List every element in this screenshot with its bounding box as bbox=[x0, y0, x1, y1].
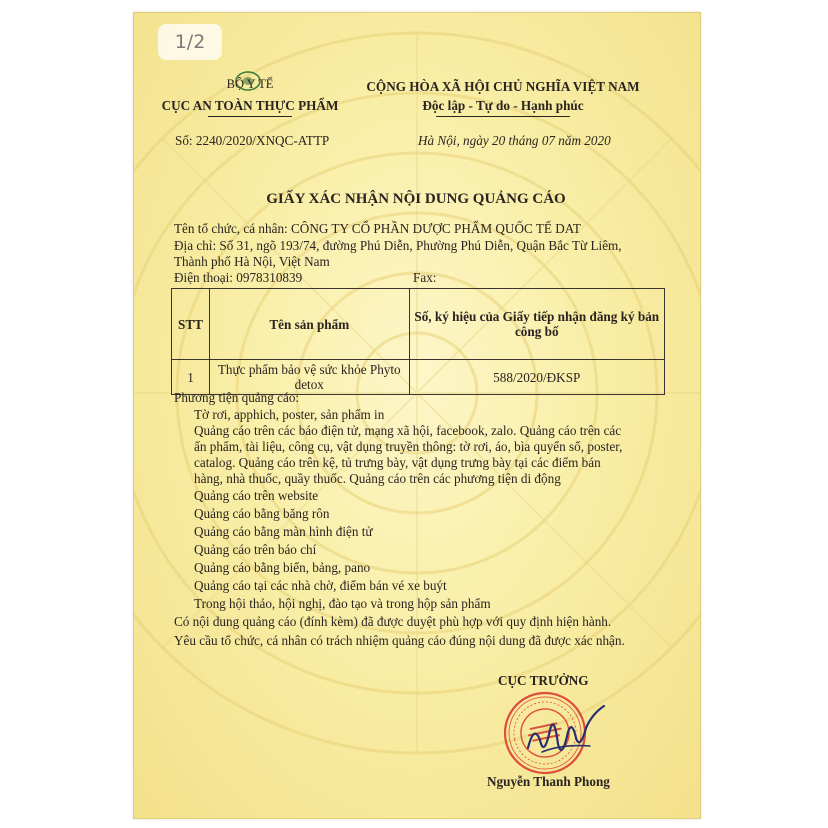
media-heading: Phương tiện quảng cáo: bbox=[174, 390, 300, 405]
media-item: Quảng cáo tại các nhà chờ, điểm bán vé xe buýt bbox=[194, 578, 447, 593]
handwritten-signature bbox=[520, 700, 610, 770]
place-date: Hà Nội, ngày 20 tháng 07 năm 2020 bbox=[418, 133, 611, 148]
column-header: Tên sản phẩm bbox=[209, 289, 409, 360]
media-item: Quảng cáo bằng biển, bảng, pano bbox=[194, 560, 371, 575]
table-header-row bbox=[172, 289, 665, 360]
column-header: STT bbox=[172, 289, 210, 360]
motto-underline bbox=[436, 116, 570, 117]
media-item: Trong hội thảo, hội nghị, đào tạo và trong hộp sản phẩm bbox=[194, 596, 491, 611]
media-item: hàng, nhà thuốc, quầy thuốc. Quảng cáo trên các phương tiện di động bbox=[194, 471, 561, 486]
row-index: 1 bbox=[172, 360, 210, 395]
media-item: ấn phẩm, tài liệu, công cụ, vật dụng truyền thông: tờ rơi, áo, bìa quyển sổ, poster, bbox=[194, 439, 623, 454]
ministry-name: BỘ Y TẾ bbox=[226, 77, 274, 91]
address-line-2: Thành phố Hà Nội, Việt Nam bbox=[174, 254, 330, 269]
nation-name: CỘNG HÒA XÃ HỘI CHỦ NGHĨA VIỆT NAM bbox=[366, 79, 640, 94]
phone-number: Điện thoại: 0978310839 bbox=[174, 270, 303, 285]
media-item: Quảng cáo bằng màn hình điện tử bbox=[194, 524, 373, 539]
media-item: Quảng cáo trên các báo điện tử, mạng xã hội, facebook, zalo. Quảng cáo trên các bbox=[194, 423, 622, 438]
registration-number: 588/2020/ĐKSP bbox=[409, 360, 664, 395]
media-item: Quảng cáo trên website bbox=[194, 488, 319, 503]
responsibility-statement: Yêu cầu tổ chức, cá nhân có trách nhiệm quảng cáo đúng nội dung đã được xác nhận. bbox=[174, 633, 625, 648]
media-item: Tờ rơi, apphich, poster, sản phẩm in bbox=[194, 407, 385, 422]
page-indicator: 1/2 bbox=[158, 24, 222, 60]
organization-name: Tên tổ chức, cá nhân: CÔNG TY CỔ PHẦN DƯỢC PHẨM QUỐC TẾ DAT bbox=[174, 221, 581, 236]
signatory-title: CỤC TRƯỞNG bbox=[498, 673, 589, 688]
approval-statement: Có nội dung quảng cáo (đính kèm) đã được duyệt phù hợp với quy định hiện hành. bbox=[174, 614, 612, 629]
document-number: Số: 2240/2020/XNQC-ATTP bbox=[175, 133, 330, 148]
agency-name: CỤC AN TOÀN THỰC PHẨM bbox=[161, 98, 339, 113]
column-header: Số, ký hiệu của Giấy tiếp nhận đăng ký bản công bố bbox=[409, 289, 664, 360]
agency-underline bbox=[208, 116, 292, 117]
media-item: Quảng cáo trên báo chí bbox=[194, 542, 317, 557]
signatory-name: Nguyễn Thanh Phong bbox=[487, 774, 610, 789]
fax-label: Fax: bbox=[413, 270, 437, 285]
address-line-1: Địa chỉ: Số 31, ngõ 193/74, đường Phú Diễn, Phường Phú Diễn, Quận Bắc Từ Liêm, bbox=[174, 238, 622, 253]
national-motto: Độc lập - Tự do - Hạnh phúc bbox=[422, 98, 584, 113]
media-item: catalog. Quảng cáo trên kệ, tủ trưng bày, vật dụng trưng bày tại các điểm bán bbox=[194, 455, 601, 470]
product-table bbox=[171, 288, 665, 395]
document-title: GIẤY XÁC NHẬN NỘI DUNG QUẢNG CÁO bbox=[266, 191, 566, 207]
media-item: Quảng cáo bằng băng rôn bbox=[194, 506, 330, 521]
product-name: Thực phẩm bảo vệ sức khỏe Phyto detox bbox=[209, 360, 409, 395]
